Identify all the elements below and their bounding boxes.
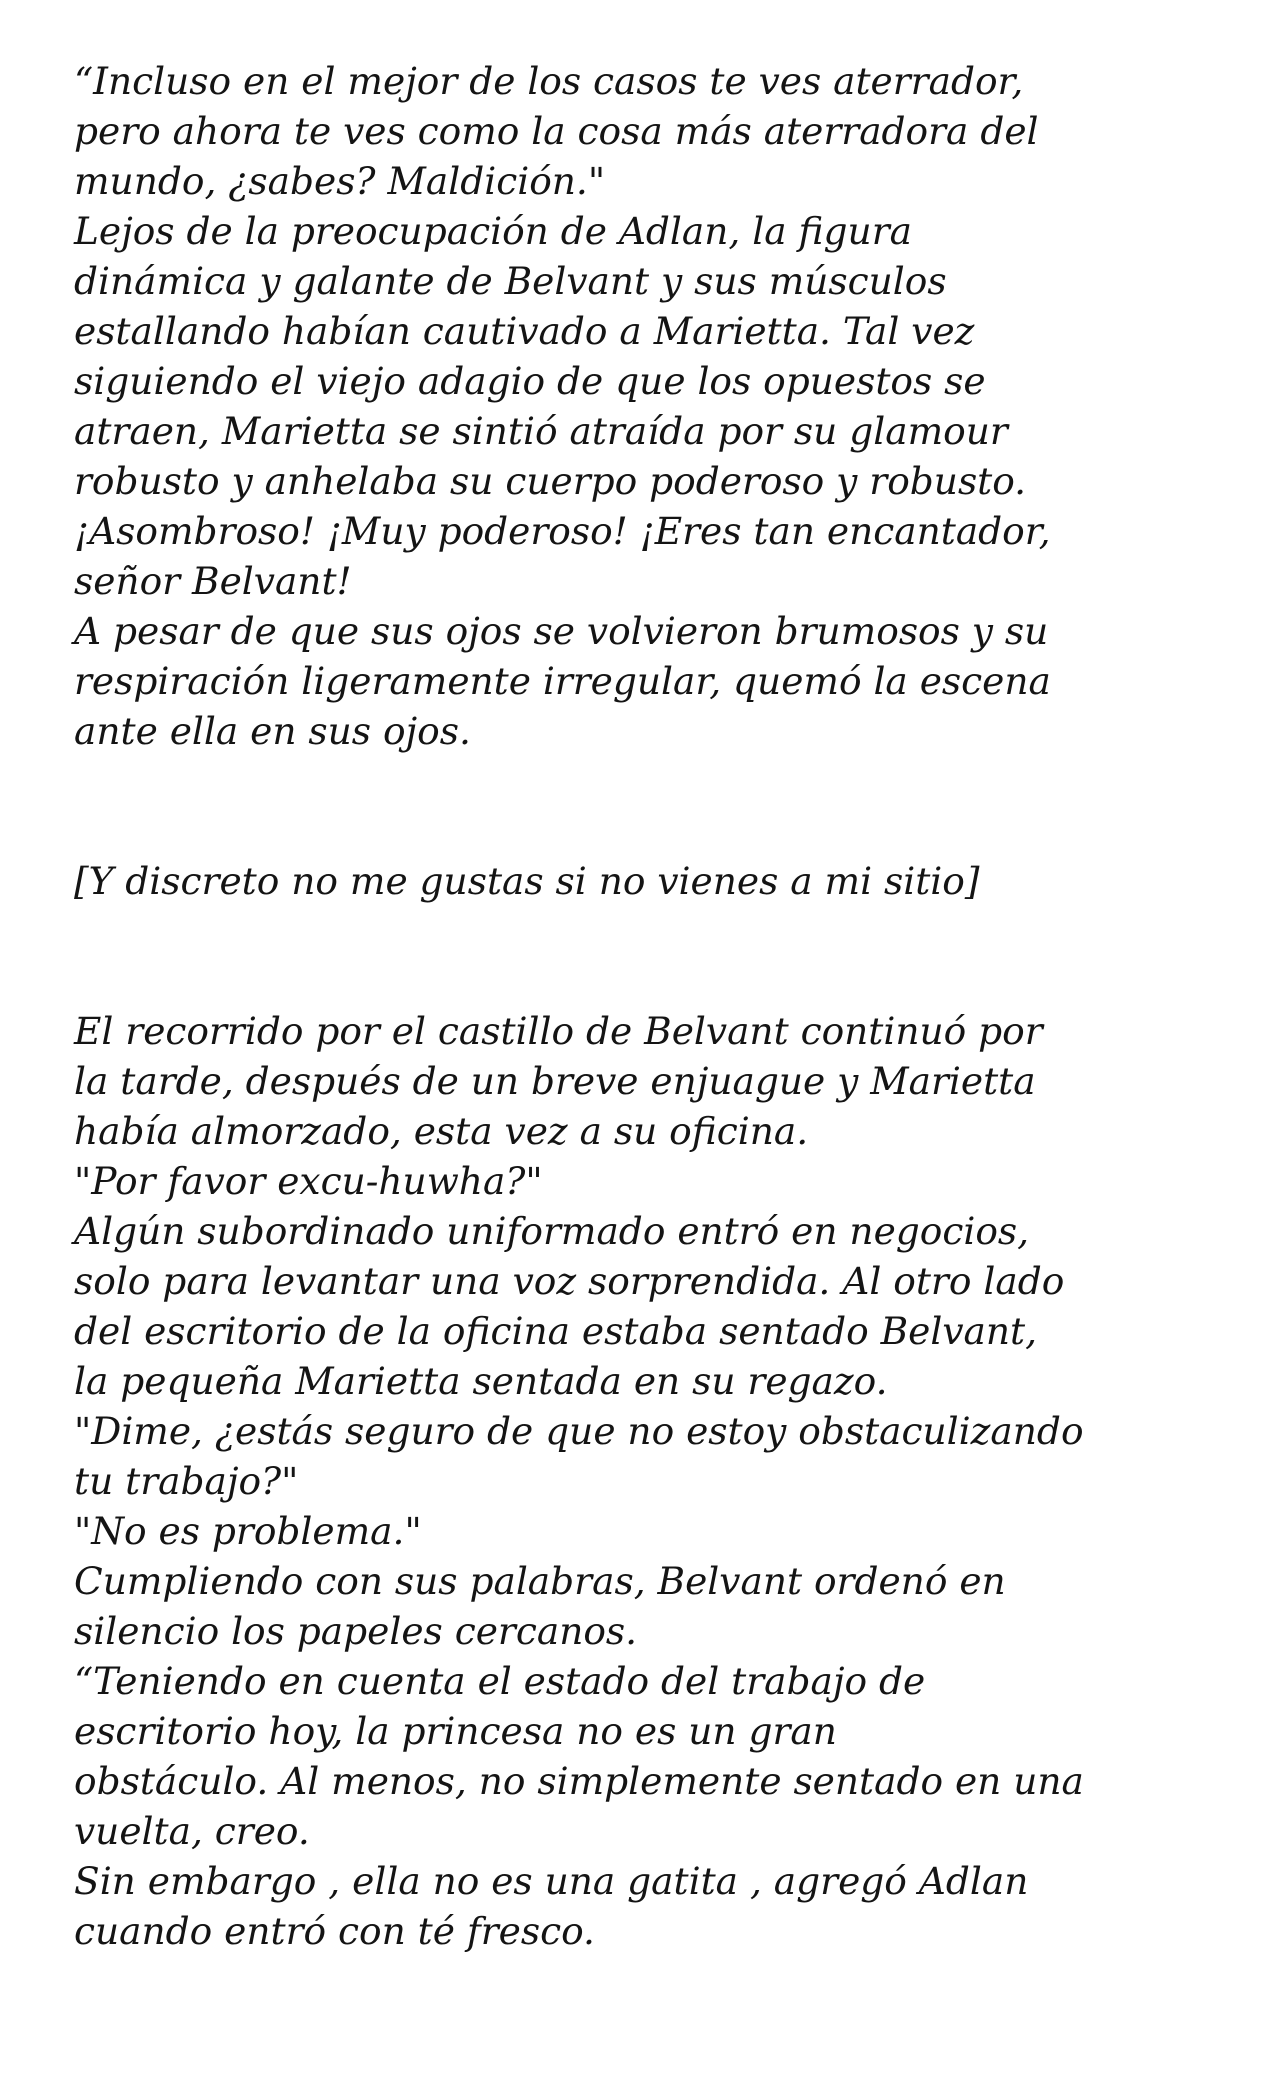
text-line: cuando entró con té fresco. xyxy=(74,1909,595,1953)
text-line: [Y discreto no me gustas si no vienes a mi sitio] xyxy=(74,859,980,903)
text-line: atraen, Marietta se sintió atraída por su glamour xyxy=(74,409,1008,453)
text-block-1 xyxy=(74,56,1244,756)
text-line: "No es problema." xyxy=(74,1509,422,1553)
text-line: solo para levantar una voz sorprendida. Al otro lado xyxy=(74,1259,1065,1303)
text-line: silencio los papeles cercanos. xyxy=(74,1609,638,1653)
text-line: del escritorio de la oficina estaba sentado Belvant, xyxy=(74,1309,1038,1353)
text-line: siguiendo el viejo adagio de que los opuestos se xyxy=(74,359,986,403)
text-line: Sin embargo , ella no es una gatita , agregó Adlan xyxy=(74,1859,1029,1903)
text-line: tu trabajo?" xyxy=(74,1459,299,1503)
text-line: ante ella en sus ojos. xyxy=(74,709,471,753)
text-line: la tarde, después de un breve enjuague y Marietta xyxy=(74,1059,1036,1103)
text-line: vuelta, creo. xyxy=(74,1809,310,1853)
text-line: "Por favor excu-huwha?" xyxy=(74,1159,543,1203)
text-line: obstáculo. Al menos, no simplemente sentado en una xyxy=(74,1759,1084,1803)
text-line: Lejos de la preocupación de Adlan, la figura xyxy=(74,209,912,253)
text-line: estallando habían cautivado a Marietta. Tal vez xyxy=(74,309,975,353)
text-line: A pesar de que sus ojos se volvieron brumosos y su xyxy=(74,609,1049,653)
text-line: El recorrido por el castillo de Belvant continuó por xyxy=(74,1009,1043,1053)
text-block-2 xyxy=(74,856,1244,906)
text-block-3 xyxy=(74,1006,1244,1956)
text-line: robusto y anhelaba su cuerpo poderoso y robusto. xyxy=(74,459,1027,503)
text-line: respiración ligeramente irregular, quemó la escena xyxy=(74,659,1051,703)
text-line: “Incluso en el mejor de los casos te ves aterrador, xyxy=(74,59,1024,103)
document-page xyxy=(74,56,1244,1956)
text-line: mundo, ¿sabes? Maldición." xyxy=(74,159,606,203)
text-line: Cumpliendo con sus palabras, Belvant ordenó en xyxy=(74,1559,1006,1603)
text-line: “Teniendo en cuenta el estado del trabajo de xyxy=(74,1659,926,1703)
text-line: Algún subordinado uniformado entró en negocios, xyxy=(74,1209,1030,1253)
text-line: pero ahora te ves como la cosa más aterradora del xyxy=(74,109,1039,153)
text-line: había almorzado, esta vez a su oficina. xyxy=(74,1109,809,1153)
text-line: ¡Asombroso! ¡Muy poderoso! ¡Eres tan encantador, xyxy=(74,509,1051,553)
text-line: señor Belvant! xyxy=(74,559,352,603)
paragraph-gap xyxy=(74,906,1244,1006)
text-line: la pequeña Marietta sentada en su regazo. xyxy=(74,1359,888,1403)
text-line: "Dime, ¿estás seguro de que no estoy obstaculizando xyxy=(74,1409,1084,1453)
text-line: dinámica y galante de Belvant y sus músculos xyxy=(74,259,947,303)
paragraph-gap xyxy=(74,756,1244,856)
text-line: escritorio hoy, la princesa no es un gran xyxy=(74,1709,837,1753)
